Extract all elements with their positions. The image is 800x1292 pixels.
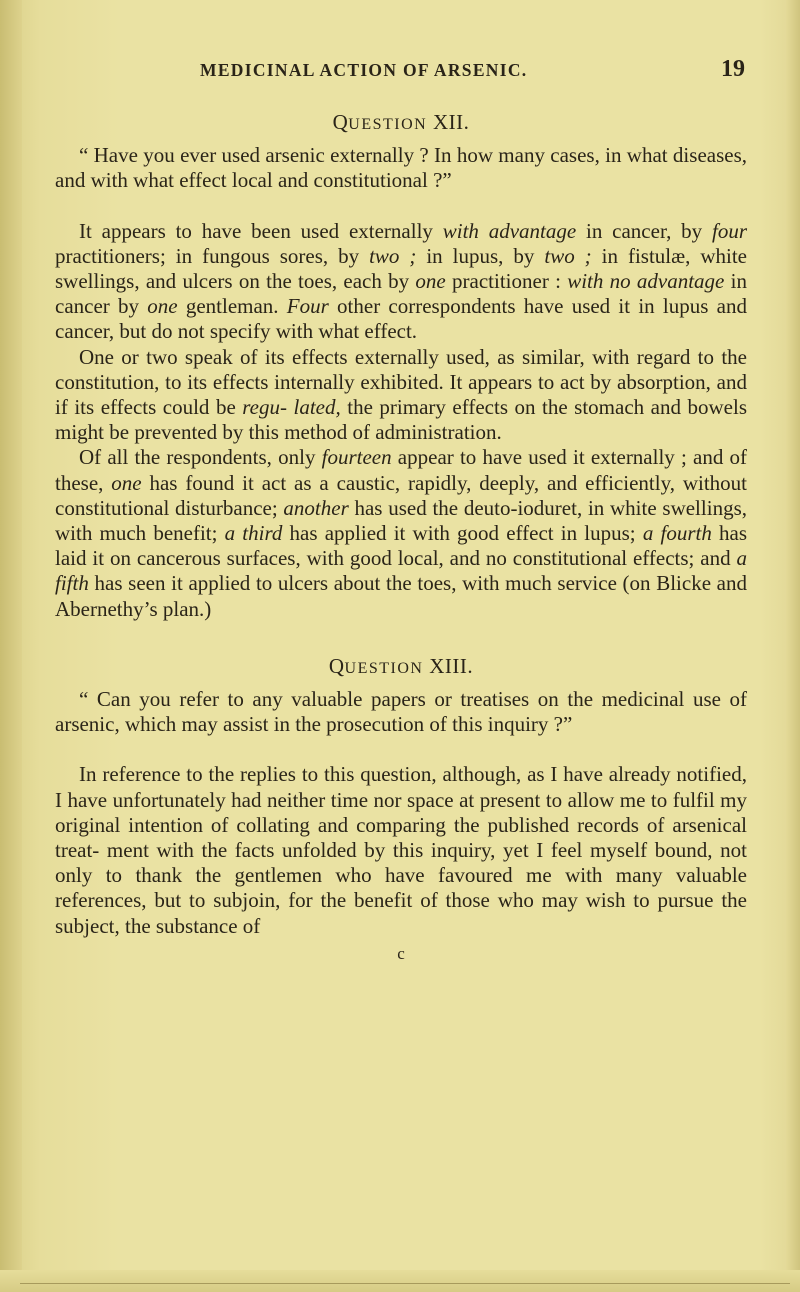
- page-header: [100, 56, 745, 86]
- body-text: [55, 110, 747, 966]
- paragraph-4: In reference to the replies to this question, although, as I have already notified, I have unfortunately had neither time nor space at present to allow me to fulfil my original intention of collating and comparing the published records of arsenical treat- ment with the facts unfolded by this inquiry, yet I feel myself bound, not only to thank the gentlemen who have favoured me with many valuable references, but to subjoin, for the benefit of those who may wish to pursue the subject, the substance of: [55, 762, 747, 938]
- spacer: [55, 737, 747, 762]
- question-xiii-quote: “ Can you refer to any valuable papers or treatises on the medicinal use of arsenic, which may assist in the prosecution of this inquiry ?”: [55, 687, 747, 737]
- page-bottom-edge: [0, 1270, 800, 1292]
- page-number: 19: [721, 56, 745, 82]
- running-title: MEDICINAL ACTION OF ARSENIC.: [200, 60, 528, 80]
- page-left-edge: [0, 0, 22, 1292]
- paragraph-3: Of all the respondents, only fourteen appear to have used it externally ; and of these, one has found it act as a caustic, rapidly, deeply, and efficiently, without constitutional disturbance; another has used the deuto-ioduret, in white swellings, with much benefit; a third has applied it with good effect in lupus; a fourth has laid it on cancerous surfaces, with good local, and no constitutional effects; and a fifth has seen it applied to ulcers about the toes, with much service (on Blicke and Abernethy’s plan.): [55, 445, 748, 621]
- paragraph-1: It appears to have been used externally with advantage in cancer, by four practitioners; in fungous sores, by two ; in lupus, by two ; in fistulæ, white swellings, and ulcers on the toes, each by one practitioner : with no advantage in cancer by one gentleman. Four other correspondents have used it in lupus and cancer, but do not specify with what effect.: [55, 218, 748, 344]
- question-xii-heading: QUESTION XII.: [332, 110, 470, 134]
- paragraph-2: One or two speak of its effects externally used, as similar, with regard to the constitution, to its effects internally exhibited. It appears to act by absorption, and if its effects could be regu- lated, the primary effects on the stomach and bowels might be prevented by this method of administration.: [55, 344, 747, 445]
- page-right-edge: [786, 0, 800, 1292]
- signature-mark: c: [397, 943, 405, 963]
- question-xii-quote: “ Have you ever used arsenic externally ? In how many cases, in what diseases, and with what effect local and constitutional ?”: [55, 143, 747, 193]
- question-xiii-heading: QUESTION XIII.: [328, 653, 474, 678]
- spacer: [55, 194, 747, 219]
- bottom-rule: [20, 1283, 790, 1284]
- spacer: [55, 622, 747, 654]
